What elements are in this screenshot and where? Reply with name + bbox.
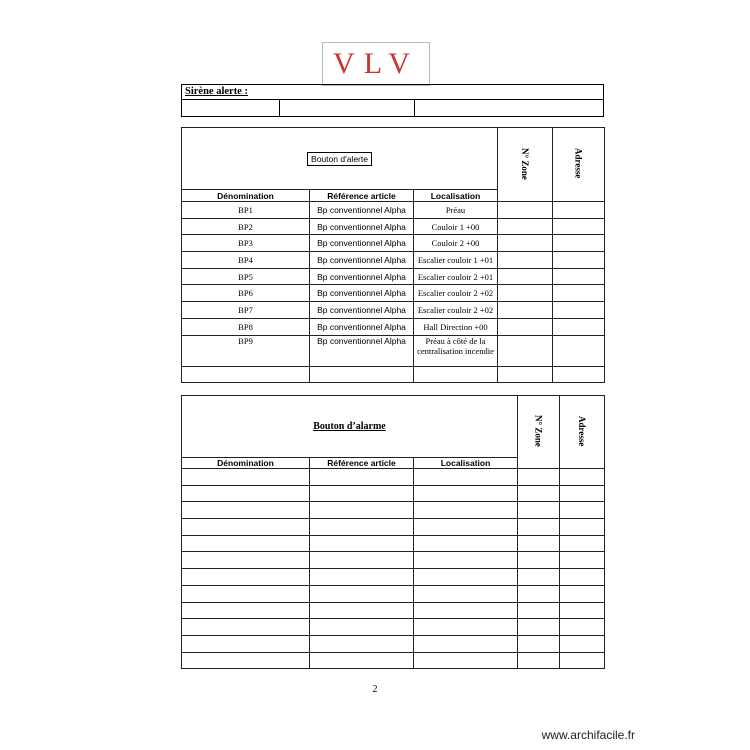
- adresse-cell: [553, 285, 605, 302]
- reference-cell: Bp conventionnel Alpha: [310, 268, 414, 285]
- empty-cell: [414, 569, 518, 586]
- zone-cell: [498, 318, 553, 335]
- empty-cell: [518, 602, 560, 619]
- empty-cell: [518, 502, 560, 519]
- empty-cell: [310, 652, 414, 669]
- adresse-cell: [553, 335, 605, 366]
- empty-cell: [310, 485, 414, 502]
- empty-cell: [560, 469, 605, 486]
- empty-cell: [182, 619, 310, 636]
- table-row: [182, 552, 605, 569]
- col-header-reference: Référence article: [310, 190, 414, 202]
- table-row: [182, 252, 605, 269]
- empty-cell: [560, 635, 605, 652]
- empty-cell: [414, 619, 518, 636]
- denomination-cell: BP3: [182, 235, 310, 252]
- empty-cell: [310, 585, 414, 602]
- empty-cell: [560, 569, 605, 586]
- table-row: [182, 519, 605, 536]
- table2-title-cell: [182, 396, 518, 458]
- empty-cell: [560, 619, 605, 636]
- table-row: [182, 619, 605, 636]
- empty-cell: [560, 502, 605, 519]
- col-header-denomination: Dénomination: [182, 190, 310, 202]
- empty-cell: [310, 635, 414, 652]
- localisation-cell: Escalier couloir 2 +01: [414, 268, 498, 285]
- empty-cell: [310, 619, 414, 636]
- table-row: [182, 202, 605, 219]
- reference-cell: Bp conventionnel Alpha: [310, 285, 414, 302]
- sirene-title: Sirène alerte :: [181, 84, 604, 100]
- table1-adresse-header: Adresse: [553, 128, 605, 202]
- denomination-cell: BP4: [182, 252, 310, 269]
- sirene-cell: [182, 100, 280, 116]
- zone-cell: [498, 252, 553, 269]
- empty-cell: [518, 585, 560, 602]
- denomination-cell: BP6: [182, 285, 310, 302]
- table-row: [182, 569, 605, 586]
- reference-cell: Bp conventionnel Alpha: [310, 218, 414, 235]
- empty-cell: [560, 485, 605, 502]
- bouton-alerte-table: [181, 127, 605, 383]
- adresse-cell: [553, 268, 605, 285]
- empty-cell: [182, 569, 310, 586]
- adresse-cell: [553, 302, 605, 319]
- sirene-alerte-box: [181, 84, 604, 116]
- empty-cell: [414, 635, 518, 652]
- empty-cell: [414, 469, 518, 486]
- empty-cell: [560, 652, 605, 669]
- adresse-cell: [553, 218, 605, 235]
- bouton-alarme-table: [181, 395, 605, 669]
- table-row: [182, 485, 605, 502]
- col-header-reference: Référence article: [310, 458, 414, 469]
- table-row: [182, 585, 605, 602]
- table1-zone-header: N° Zone: [498, 128, 553, 202]
- sirene-cell: [415, 100, 603, 116]
- empty-cell: [560, 552, 605, 569]
- reference-cell: Bp conventionnel Alpha: [310, 202, 414, 219]
- empty-cell: [182, 602, 310, 619]
- zone-cell: [498, 285, 553, 302]
- empty-cell: [518, 569, 560, 586]
- empty-cell: [560, 585, 605, 602]
- table-row: [182, 285, 605, 302]
- watermark: www.archifacile.fr: [541, 728, 635, 742]
- zone-cell: [498, 268, 553, 285]
- empty-cell: [414, 485, 518, 502]
- empty-cell: [182, 366, 310, 382]
- adresse-cell: [553, 235, 605, 252]
- logo-text: VLV: [333, 47, 419, 80]
- reference-cell: Bp conventionnel Alpha: [310, 302, 414, 319]
- adresse-cell: [553, 318, 605, 335]
- localisation-cell: Préau: [414, 202, 498, 219]
- table-row: [182, 635, 605, 652]
- empty-cell: [518, 519, 560, 536]
- empty-cell: [518, 535, 560, 552]
- empty-cell: [518, 619, 560, 636]
- empty-cell: [518, 469, 560, 486]
- localisation-cell: Hall Direction +00: [414, 318, 498, 335]
- empty-cell: [182, 519, 310, 536]
- reference-cell: Bp conventionnel Alpha: [310, 235, 414, 252]
- localisation-cell: Préau à côté de la centralisation incendie: [414, 335, 498, 366]
- empty-cell: [310, 469, 414, 486]
- table2-title: Bouton d’alarme: [313, 421, 386, 432]
- empty-cell: [310, 366, 414, 382]
- table1-title-cell: [182, 128, 498, 190]
- table-row: [182, 235, 605, 252]
- empty-cell: [414, 519, 518, 536]
- col-header-localisation: Localisation: [414, 190, 498, 202]
- empty-cell: [182, 469, 310, 486]
- table-row: [182, 652, 605, 669]
- col-header-denomination: Dénomination: [182, 458, 310, 469]
- denomination-cell: BP5: [182, 268, 310, 285]
- empty-cell: [553, 366, 605, 382]
- empty-cell: [560, 519, 605, 536]
- zone-cell: [498, 218, 553, 235]
- empty-cell: [560, 535, 605, 552]
- localisation-cell: Couloir 1 +00: [414, 218, 498, 235]
- empty-cell: [310, 535, 414, 552]
- empty-cell: [414, 535, 518, 552]
- col-header-localisation: Localisation: [414, 458, 518, 469]
- table-row: [182, 535, 605, 552]
- table2-adresse-header: Adresse: [560, 396, 605, 469]
- empty-cell: [414, 585, 518, 602]
- table-row: [182, 302, 605, 319]
- table-row: [182, 502, 605, 519]
- denomination-cell: BP8: [182, 318, 310, 335]
- empty-cell: [310, 502, 414, 519]
- empty-cell: [310, 602, 414, 619]
- empty-cell: [310, 569, 414, 586]
- zone-cell: [498, 235, 553, 252]
- zone-cell: [498, 202, 553, 219]
- empty-cell: [498, 366, 553, 382]
- table-row: [182, 268, 605, 285]
- empty-cell: [518, 652, 560, 669]
- empty-cell: [518, 552, 560, 569]
- empty-cell: [414, 602, 518, 619]
- sirene-cell: [280, 100, 415, 116]
- table-row: [182, 469, 605, 486]
- denomination-cell: BP9: [182, 335, 310, 366]
- empty-cell: [182, 652, 310, 669]
- empty-cell: [182, 485, 310, 502]
- table-row: [182, 318, 605, 335]
- page-number: 2: [372, 684, 378, 695]
- localisation-cell: Escalier couloir 2 +02: [414, 285, 498, 302]
- table-row: [182, 218, 605, 235]
- empty-cell: [560, 602, 605, 619]
- localisation-cell: Escalier couloir 2 +02: [414, 302, 498, 319]
- empty-cell: [310, 519, 414, 536]
- denomination-cell: BP2: [182, 218, 310, 235]
- reference-cell: Bp conventionnel Alpha: [310, 335, 414, 366]
- empty-cell: [182, 502, 310, 519]
- empty-cell: [310, 552, 414, 569]
- reference-cell: Bp conventionnel Alpha: [310, 318, 414, 335]
- empty-cell: [414, 652, 518, 669]
- localisation-cell: Escalier couloir 1 +01: [414, 252, 498, 269]
- adresse-cell: [553, 202, 605, 219]
- empty-cell: [414, 552, 518, 569]
- table1-title: Bouton d'alerte: [307, 152, 372, 166]
- table-row: [182, 335, 605, 366]
- localisation-cell: Couloir 2 +00: [414, 235, 498, 252]
- empty-cell: [182, 585, 310, 602]
- empty-cell: [182, 535, 310, 552]
- adresse-cell: [553, 252, 605, 269]
- empty-cell: [518, 485, 560, 502]
- empty-cell: [414, 366, 498, 382]
- sirene-row: [181, 100, 604, 117]
- empty-cell: [182, 635, 310, 652]
- reference-cell: Bp conventionnel Alpha: [310, 252, 414, 269]
- vlv-logo: [322, 42, 430, 86]
- empty-cell: [182, 552, 310, 569]
- empty-cell: [414, 502, 518, 519]
- table-row: [182, 366, 605, 382]
- table-row: [182, 602, 605, 619]
- table2-zone-header: N° Zone: [518, 396, 560, 469]
- empty-cell: [518, 635, 560, 652]
- denomination-cell: BP7: [182, 302, 310, 319]
- zone-cell: [498, 335, 553, 366]
- zone-cell: [498, 302, 553, 319]
- denomination-cell: BP1: [182, 202, 310, 219]
